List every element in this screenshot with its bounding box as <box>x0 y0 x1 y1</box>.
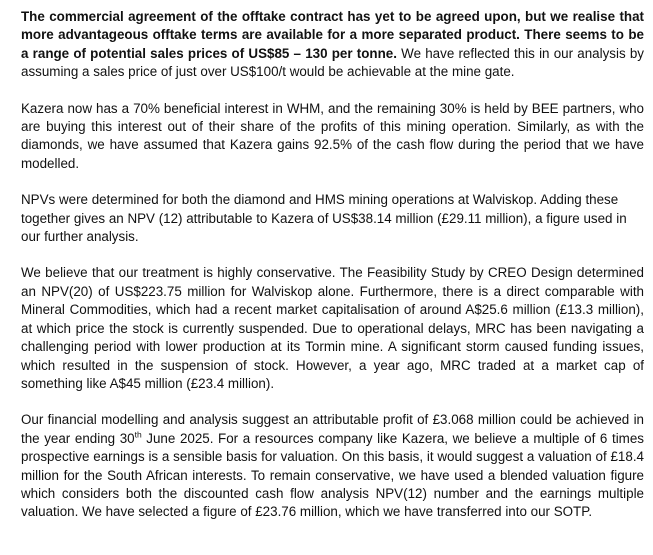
paragraph-financial-modelling <box>21 411 644 521</box>
modelling-text-start: Our financial modelling and analysis suggest an attributable profit of £3.068 million could be achieved in the year ending 30 <box>21 412 644 446</box>
paragraph-npv: NPVs were determined for both the diamond and HMS mining operations at Walviskop. Adding these together gives an NPV (12) attributable to Kazera of US$38.14 million (£29.11 million), a figure used in our further analysis. <box>21 192 627 245</box>
offtake-bold-text: The commercial agreement of the offtake contract has yet to be agreed upon, but we realise that more advantageous offtake terms are available for a more separated product. There seems to be a range of potential sales prices of US$85 – 130 per tonne. <box>21 9 644 61</box>
modelling-text-end: June 2025. For a resources company like Kazera, we believe a multiple of 6 times prospective earnings is a sensible basis for valuation. On this basis, it would suggest a valuation of £18.4 million for the South African interests. To remain conservative, we have used a blended valuation figure which considers both the discounted cash flow analysis NPV(12) number and the earnings multiple valuation. We have selected a figure of £23.76 million, which we have transferred into our SOTP. <box>21 430 644 520</box>
paragraph-offtake <box>21 8 644 82</box>
paragraph-conservative: We believe that our treatment is highly conservative. The Feasibility Study by CREO Design determined an NPV(20) of US$223.75 million for Walviskop alone. Furthermore, there is a direct comparable with Mineral Commodities, which had a recent market capitalisation of around A$25.6 million (£13.3 million), at which price the stock is currently suspended. Due to operational delays, MRC has been navigating a challenging period with lower production at its Tormin mine. A significant storm caused funding issues, which resulted in the suspension of stock. However, a year ago, MRC traded at a market cap of something like A$45 million (£23.4 million). <box>21 265 644 391</box>
offtake-regular-text: We have reflected this in our analysis by assuming a sales price of just over US$100/t would be achievable at the mine gate. <box>21 45 645 80</box>
paragraph-interest: Kazera now has a 70% beneficial interest in WHM, and the remaining 30% is held by BEE partners, who are buying this interest out of their share of the profits of this mining operation. Similarly, as with the diamonds, we have assumed that Kazera gains 92.5% of the cash flow during the period that we have modelled. <box>21 100 644 171</box>
ordinal-superscript: th <box>134 429 142 440</box>
